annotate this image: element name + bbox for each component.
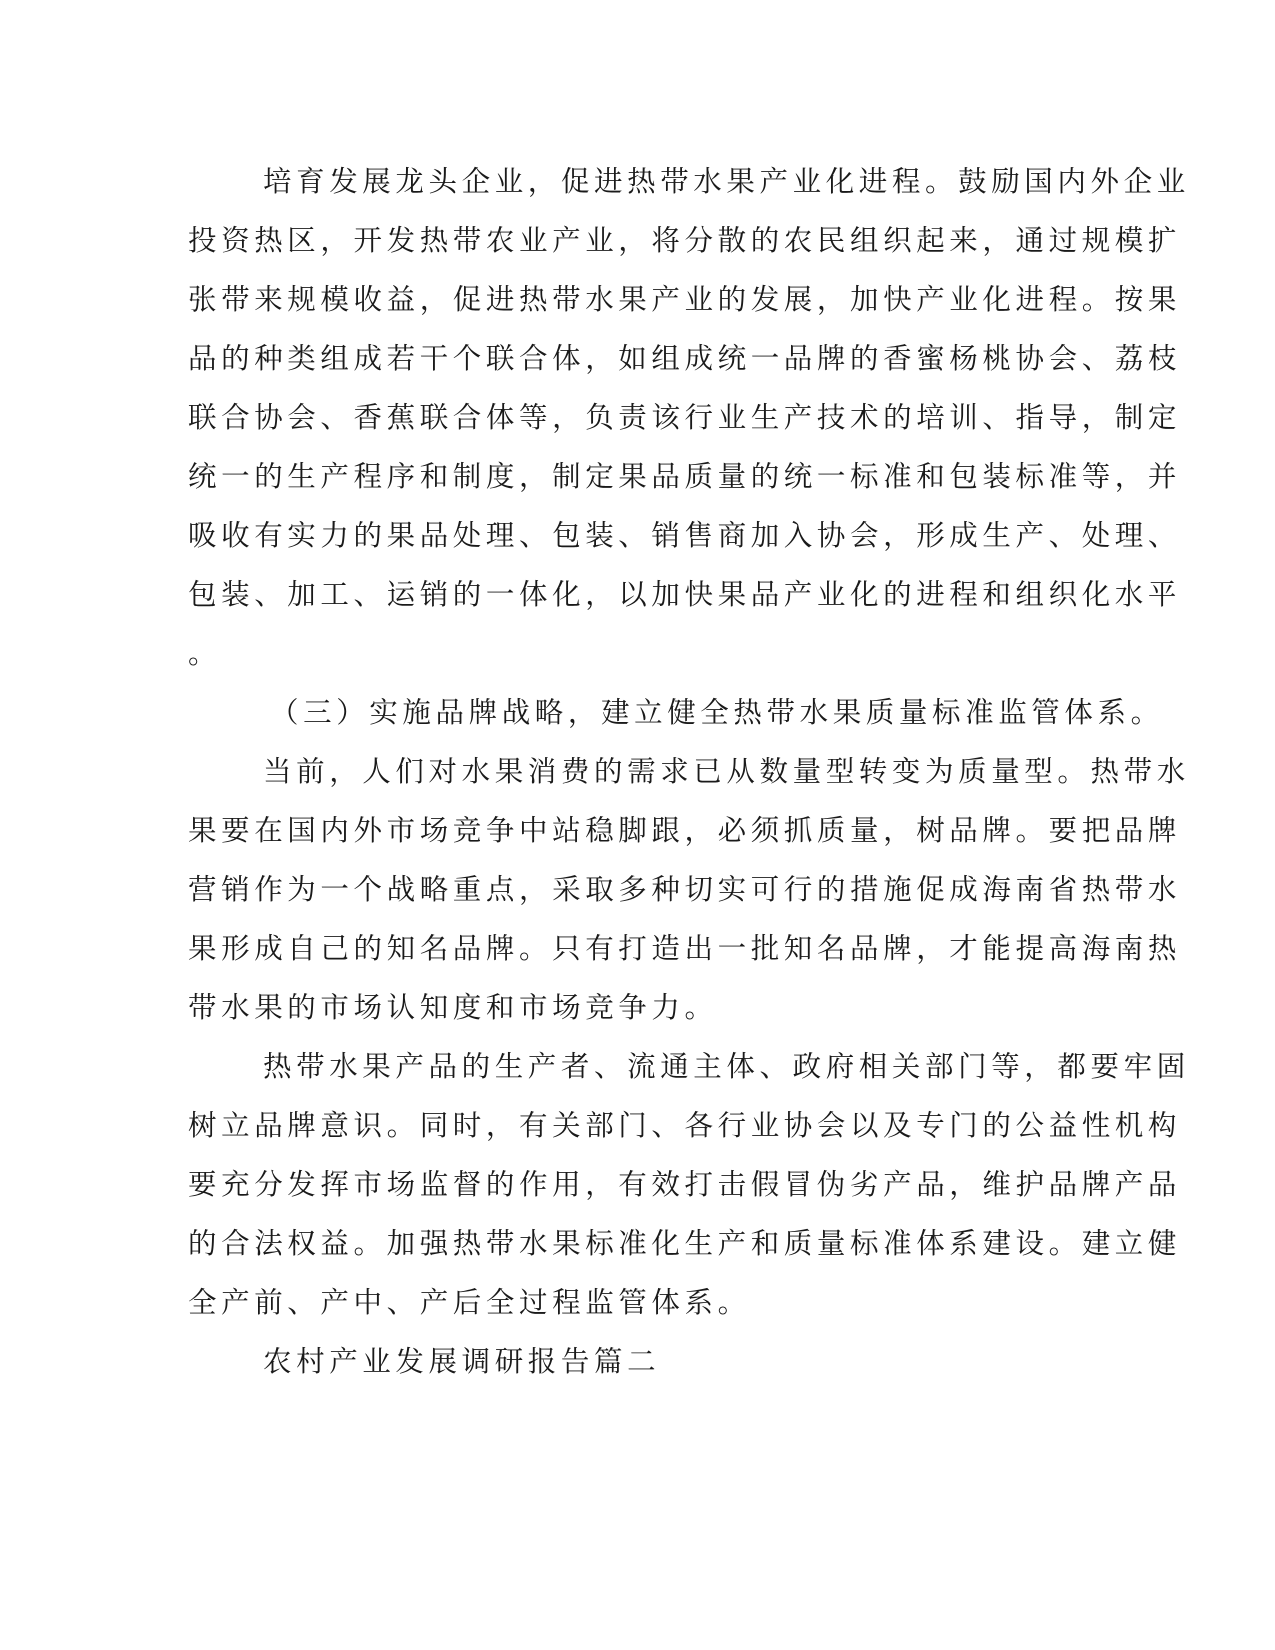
- paragraph-3-line-4: 的合法权益。加强热带水果标准化生产和质量标准体系建设。建立健: [188, 1227, 1182, 1260]
- paragraph-1-line-9: 。: [188, 637, 222, 670]
- paragraph-3-line-2: 树立品牌意识。同时，有关部门、各行业协会以及专门的公益性机构: [188, 1109, 1182, 1142]
- paragraph-2-line-3: 营销作为一个战略重点，采取多种切实可行的措施促成海南省热带水: [188, 873, 1182, 906]
- paragraph-2-line-1: 当前，人们对水果消费的需求已从数量型转变为质量型。热带水: [263, 755, 1190, 788]
- paragraph-2-line-5: 带水果的市场认知度和市场竞争力。: [188, 991, 718, 1024]
- paragraph-1-line-8: 包装、加工、运销的一体化，以加快果品产业化的进程和组织化水平: [188, 578, 1182, 611]
- paragraph-1-line-2: 投资热区，开发热带农业产业，将分散的农民组织起来，通过规模扩: [188, 224, 1182, 257]
- section-heading: （三）实施品牌战略，建立健全热带水果质量标准监管体系。: [270, 696, 1164, 729]
- paragraph-2-line-2: 果要在国内外市场竞争中站稳脚跟，必须抓质量，树品牌。要把品牌: [188, 814, 1182, 847]
- paragraph-1-line-7: 吸收有实力的果品处理、包装、销售商加入协会，形成生产、处理、: [188, 519, 1182, 552]
- paragraph-3-line-1: 热带水果产品的生产者、流通主体、政府相关部门等，都要牢固: [263, 1050, 1190, 1083]
- paragraph-3-line-5: 全产前、产中、产后全过程监管体系。: [188, 1286, 751, 1319]
- paragraph-1-line-4: 品的种类组成若干个联合体，如组成统一品牌的香蜜杨桃协会、荔枝: [188, 342, 1182, 375]
- paragraph-1-line-6: 统一的生产程序和制度，制定果品质量的统一标准和包装标准等，并: [188, 460, 1182, 493]
- paragraph-2-line-4: 果形成自己的知名品牌。只有打造出一批知名品牌，才能提高海南热: [188, 932, 1182, 965]
- next-section-title: 农村产业发展调研报告篇二: [263, 1345, 661, 1378]
- paragraph-1-line-1: 培育发展龙头企业，促进热带水果产业化进程。鼓励国内外企业: [263, 165, 1190, 198]
- paragraph-1-line-3: 张带来规模收益，促进热带水果产业的发展，加快产业化进程。按果: [188, 283, 1182, 316]
- paragraph-1-line-5: 联合协会、香蕉联合体等，负责该行业生产技术的培训、指导，制定: [188, 401, 1182, 434]
- paragraph-3-line-3: 要充分发挥市场监督的作用，有效打击假冒伪劣产品，维护品牌产品: [188, 1168, 1182, 1201]
